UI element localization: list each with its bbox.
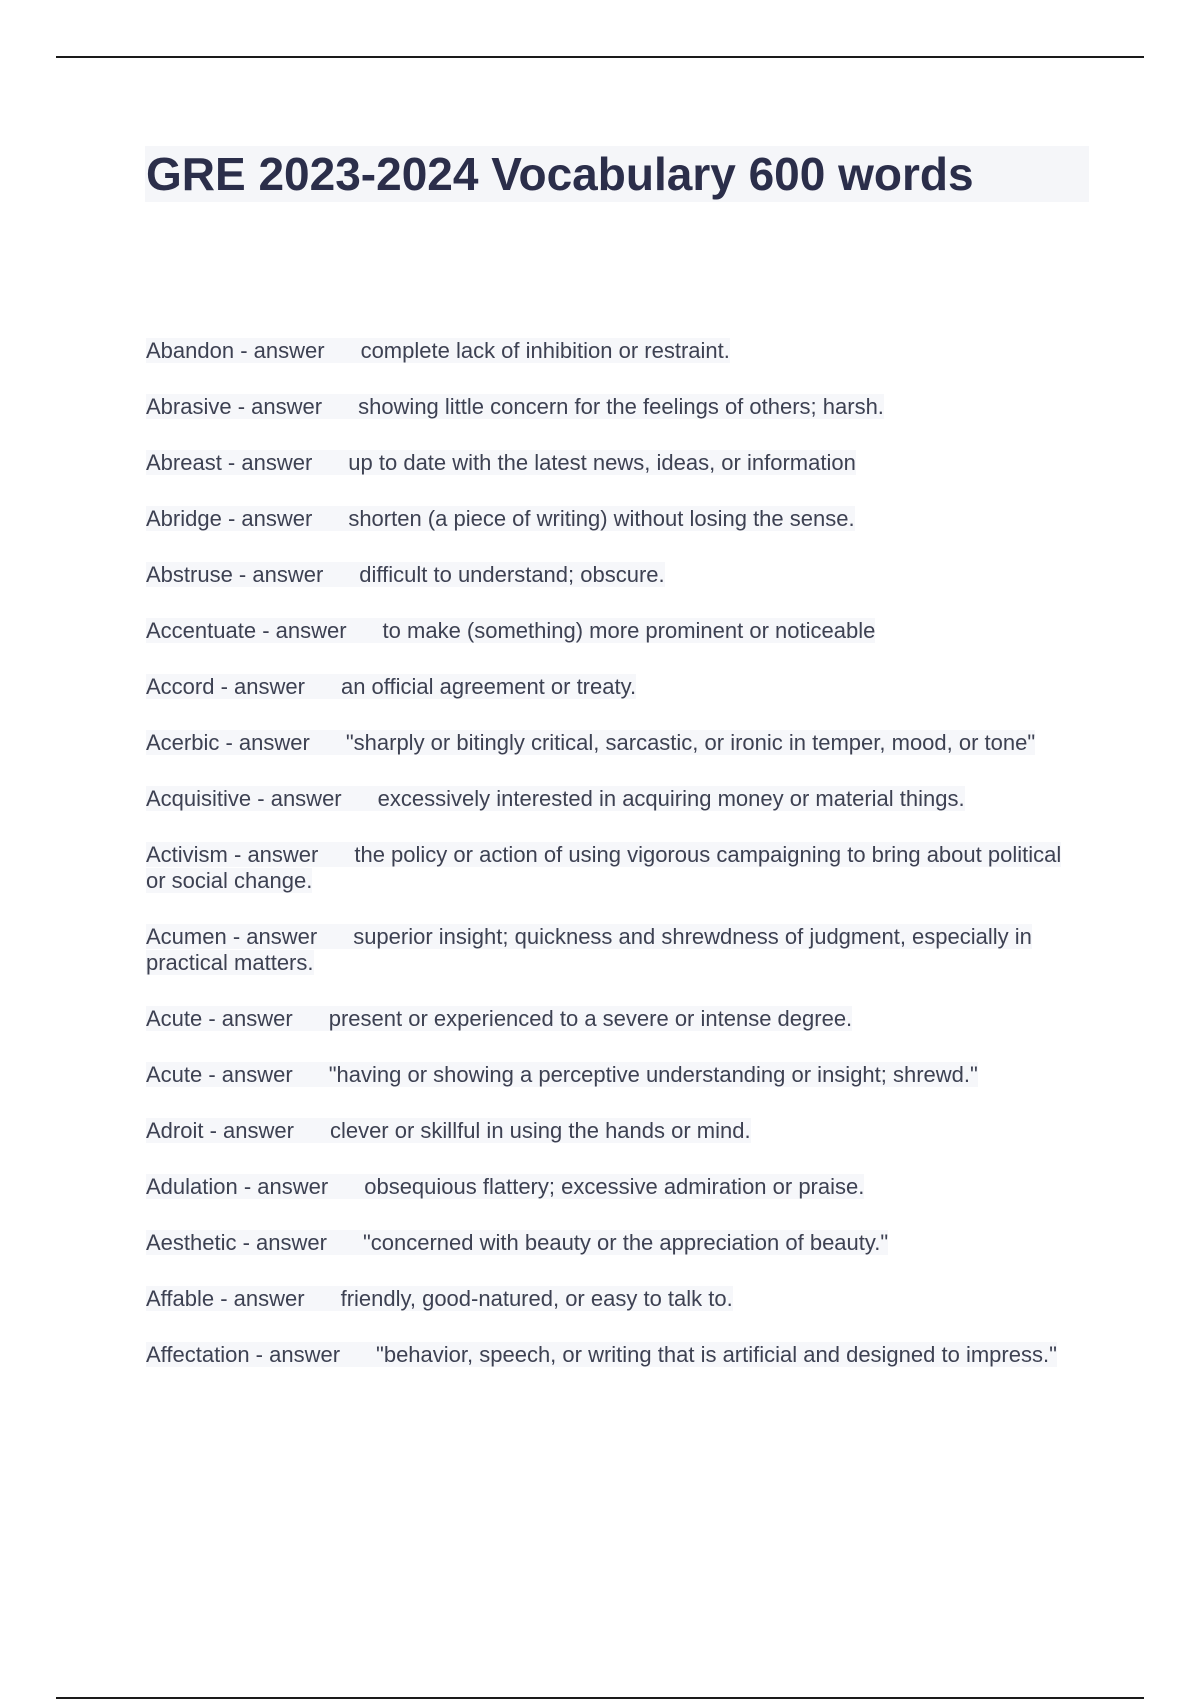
list-item [146,924,1076,976]
list-item [146,1006,1076,1032]
entry-definition: "concerned with beauty or the appreciation of beauty." [362,1230,889,1255]
entry-term: Aesthetic - answer [146,1230,327,1255]
entry-term: Abrasive - answer [146,394,323,419]
entry-definition: friendly, good-natured, or easy to talk to. [340,1286,733,1311]
entry-definition: shorten (a piece of writing) without losing the sense. [348,506,855,531]
page-title: GRE 2023-2024 Vocabulary 600 words [146,148,974,200]
entry-definition: excessively interested in acquiring money or material things. [377,786,965,811]
entry-term: Adulation - answer [146,1174,329,1199]
list-item [146,338,1076,364]
entry-definition: obsequious flattery; excessive admiration or praise. [364,1174,865,1199]
list-item [146,842,1076,894]
list-item [146,1286,1076,1312]
entry-definition: clever or skillful in using the hands or mind. [329,1118,751,1143]
list-item [146,506,1076,532]
entry-definition: "having or showing a perceptive understanding or insight; shrewd." [328,1062,978,1087]
entry-definition: to make (something) more prominent or noticeable [382,618,876,643]
entry-term: Acerbic - answer [146,730,310,755]
entry-term: Adroit - answer [146,1118,294,1143]
list-item [146,1118,1076,1144]
list-item [146,1174,1076,1200]
list-item [146,450,1076,476]
entry-definition: up to date with the latest news, ideas, or information [348,450,856,475]
entry-definition: difficult to understand; obscure. [359,562,665,587]
entry-term: Acute - answer [146,1006,293,1031]
vocabulary-list [146,338,1076,1398]
entry-term: Acquisitive - answer [146,786,342,811]
list-item [146,1230,1076,1256]
list-item [146,730,1076,756]
entry-term: Acumen - answer [146,924,318,949]
entry-term: Abridge - answer [146,506,313,531]
entry-term: Affectation - answer [146,1342,341,1367]
list-item [146,674,1076,700]
entry-definition: showing little concern for the feelings of others; harsh. [358,394,884,419]
bottom-divider [56,1697,1144,1699]
entry-definition: complete lack of inhibition or restraint. [360,338,730,363]
entry-definition: an official agreement or treaty. [340,674,637,699]
list-item [146,394,1076,420]
list-item [146,786,1076,812]
entry-definition: superior insight; quickness and shrewdness of judgment, especially in practical matters. [146,924,1032,975]
entry-term: Abandon - answer [146,338,325,363]
entry-term: Accord - answer [146,674,305,699]
entry-term: Accentuate - answer [146,618,347,643]
entry-definition: the policy or action of using vigorous campaigning to bring about political or social change. [146,842,1062,893]
list-item [146,618,1076,644]
list-item [146,1062,1076,1088]
entry-term: Activism - answer [146,842,319,867]
list-item [146,1342,1076,1368]
entry-definition: present or experienced to a severe or intense degree. [328,1006,853,1031]
entry-definition: "sharply or bitingly critical, sarcastic, or ironic in temper, mood, or tone" [345,730,1036,755]
entry-term: Abstruse - answer [146,562,324,587]
entry-term: Abreast - answer [146,450,313,475]
top-divider [56,56,1144,58]
list-item [146,562,1076,588]
entry-term: Affable - answer [146,1286,305,1311]
entry-definition: "behavior, speech, or writing that is artificial and designed to impress." [376,1342,1057,1367]
entry-term: Acute - answer [146,1062,293,1087]
